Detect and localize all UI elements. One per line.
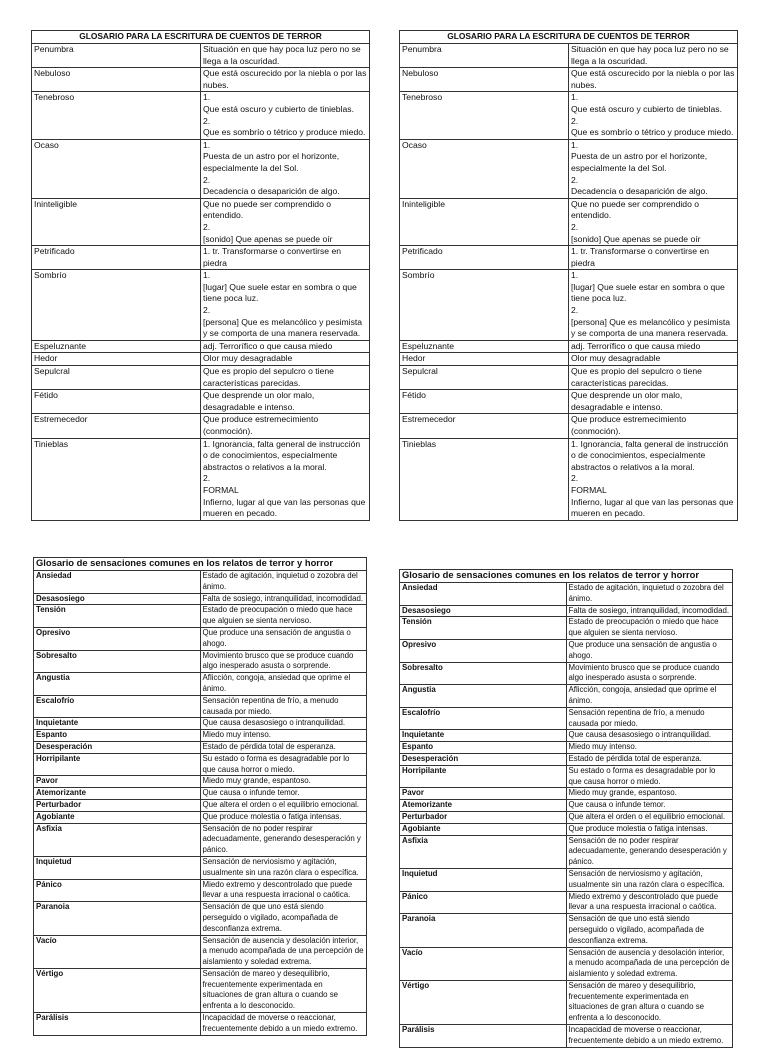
definition-line: Que produce estremecimiento (conmoción). (203, 414, 319, 436)
glossary-definition (201, 270, 370, 341)
glossary-row (32, 366, 370, 390)
sensation-term: Horripilante (400, 765, 567, 788)
glossary-term: Tenebroso (400, 92, 569, 139)
glossary-term: Penumbra (32, 44, 201, 68)
definition-line: 2. (203, 115, 211, 126)
glossary-definition (201, 414, 370, 438)
definition-line: [sonido] Que apenas se puede oír (203, 233, 333, 244)
sensations-title: Glosario de sensaciones comunes en los relatos de terror y horror (400, 570, 733, 583)
sensation-row (400, 823, 733, 835)
sensation-row (400, 800, 733, 812)
sensation-row (34, 730, 367, 742)
sensation-row (34, 968, 367, 1012)
glossary-term: Hedor (400, 353, 569, 366)
sensation-definition: Estado de agitación, inquietud o zozobra del ánimo. (200, 571, 367, 594)
definition-line: 1. (203, 139, 211, 150)
sensation-definition: Estado de preocupación o miedo que hace que alguien se sienta nervioso. (200, 605, 367, 628)
definition-line: Que está oscurecido por la niebla o por las nubes. (571, 68, 735, 90)
glossary-term: Fétido (32, 390, 201, 414)
definition-line: Que es sombrío o tétrico y produce miedo. (203, 127, 366, 138)
sensation-definition: Sensación repentina de frío, a menudo causada por miedo. (566, 707, 733, 730)
definition-line: [sonido] Que apenas se puede oír (571, 233, 701, 244)
sensation-definition: Miedo extremo y descontrolado que puede llevar a una respuesta irracional o caótica. (566, 891, 733, 914)
sensation-term: Inquietante (400, 730, 567, 742)
sensation-row (400, 835, 733, 868)
glossary-row (32, 353, 370, 366)
sensation-definition: Sensación repentina de frío, a menudo causada por miedo. (200, 695, 367, 718)
definition-line: Decadencia o desaparición de algo. (203, 186, 340, 197)
definition-line: [lugar] Que suele estar en sombra o que tiene poca luz. (203, 281, 357, 304)
definition-line: Que está oscuro y cubierto de tinieblas. (571, 103, 722, 114)
glossary-term: Petrificado (400, 246, 569, 270)
glossary-term: Estremecedor (32, 414, 201, 438)
sensation-definition: Sensación de mareo y desequilibrio, frecuentemente experimentada en situaciones de gran altura o cuando se enfrenta a lo desconocido. (200, 968, 367, 1012)
sensation-term: Inquietud (400, 868, 567, 891)
glossary-definition (201, 390, 370, 414)
sensation-term: Asfixia (34, 823, 201, 856)
definition-line: Que es propio del sepulcro o tiene características parecidas. (571, 366, 702, 388)
glossary-row (400, 68, 738, 92)
definition-line: 2. (203, 305, 211, 316)
glossary-definition (201, 246, 370, 270)
glossary-term: Ininteligible (32, 198, 201, 245)
glossary-row (32, 390, 370, 414)
sensation-row (400, 914, 733, 947)
sensations-body (400, 583, 733, 1048)
sensation-definition: Miedo extremo y descontrolado que puede llevar a una respuesta irracional o caótica. (200, 879, 367, 902)
definition-line: [persona] Que es melancólico y pesimista y se comporta de una manera reservada. (203, 316, 363, 339)
sensation-row (400, 662, 733, 685)
glossary-term: Espeluznante (400, 340, 569, 353)
glossary-row (32, 198, 370, 245)
sensation-term: Vértigo (34, 968, 201, 1012)
sensation-definition: Aflicción, congoja, ansiedad que oprime el ánimo. (200, 673, 367, 696)
glossary-definition (201, 438, 370, 520)
definition-line: 2. (571, 221, 579, 232)
definition-line: Puesta de un astro por el horizonte, especialmente la del Sol. (203, 151, 340, 173)
sensation-row (34, 788, 367, 800)
sensation-row (34, 856, 367, 879)
sensation-term: Agobiante (400, 823, 567, 835)
definition-line: Olor muy desagradable (203, 353, 293, 364)
glossary-term: Hedor (32, 353, 201, 366)
glossary-term: Sepulcral (32, 366, 201, 390)
sensation-row (400, 753, 733, 765)
sensation-term: Parálisis (400, 1025, 567, 1048)
sensations-body (34, 571, 367, 1036)
glossary-term: Tinieblas (32, 438, 201, 520)
glossary-body (400, 44, 738, 521)
sensation-row (400, 765, 733, 788)
sensation-term: Escalofrío (400, 707, 567, 730)
definition-line: 2. (571, 305, 579, 316)
glossary-row (400, 390, 738, 414)
definition-line: 1. (571, 270, 579, 281)
definition-line: [persona] Que es melancólico y pesimista y se comporta de una manera reservada. (571, 316, 731, 339)
definition-line: Olor muy desagradable (571, 353, 661, 364)
sensation-definition: Incapacidad de moverse o reaccionar, frecuentemente debido a un miedo extremo. (566, 1025, 733, 1048)
sensation-row (34, 879, 367, 902)
sensation-term: Inquietud (34, 856, 201, 879)
definition-line: Situación en que hay poca luz pero no se llega a la oscuridad. (571, 44, 729, 66)
sensation-row (34, 741, 367, 753)
glossary-definition (569, 246, 738, 270)
sensation-term: Parálisis (34, 1013, 201, 1036)
definition-line: [lugar] Que suele estar en sombra o que tiene poca luz. (571, 281, 725, 304)
sensation-definition: Falta de sosiego, intranquilidad, incomodidad. (200, 593, 367, 605)
sensation-definition: Sensación de que uno está siendo perseguido o vigilado, acompañada de desconfianza extrema. (566, 914, 733, 947)
glossary-row (400, 438, 738, 520)
sensation-definition: Miedo muy intenso. (566, 742, 733, 754)
glossary-row (32, 438, 370, 520)
sensation-row (400, 617, 733, 640)
sensation-row (34, 673, 367, 696)
sensations-table-left (33, 557, 367, 1036)
glossary-definition (569, 366, 738, 390)
sensation-row (400, 605, 733, 617)
sensation-definition: Su estado o forma es desagradable por lo que causa horror o miedo. (200, 753, 367, 776)
definition-line: Que está oscurecido por la niebla o por las nubes. (203, 68, 367, 90)
sensation-term: Perturbador (34, 799, 201, 811)
sensation-definition: Que causa desasosiego o intranquilidad. (200, 718, 367, 730)
glossary-row (400, 340, 738, 353)
sensation-definition: Que produce molestia o fatiga intensas. (566, 823, 733, 835)
glossary-row (400, 366, 738, 390)
glossary-term: Ocaso (400, 139, 569, 198)
definition-line: 1. (571, 139, 579, 150)
glossary-term: Sombrío (32, 270, 201, 341)
glossary-row (32, 270, 370, 341)
glossary-term: Tenebroso (32, 92, 201, 139)
definition-line: Que desprende un olor malo, desagradable e intenso. (571, 390, 683, 412)
sensation-definition: Sensación de no poder respirar adecuadamente, generando desesperación y pánico. (566, 835, 733, 868)
sensation-row (400, 639, 733, 662)
glossary-definition (201, 92, 370, 139)
definition-line: adj. Terrorífico o que causa miedo (203, 340, 333, 351)
glossary-definition (569, 68, 738, 92)
sensation-term: Asfixia (400, 835, 567, 868)
sensation-definition: Estado de preocupación o miedo que hace que alguien se sienta nervioso. (566, 617, 733, 640)
definition-line: Que desprende un olor malo, desagradable e intenso. (203, 390, 315, 412)
sensation-definition: Estado de pérdida total de esperanza. (200, 741, 367, 753)
sensation-definition: Que altera el orden o el equilibrio emocional. (200, 799, 367, 811)
definition-line: Infierno, lugar al que van las personas que mueren en pecado. (571, 496, 734, 519)
sensation-row (400, 707, 733, 730)
sensation-definition: Que causa desasosiego o intranquilidad. (566, 730, 733, 742)
definition-line: 1. (203, 270, 211, 281)
sensation-row (34, 776, 367, 788)
sensation-term: Angustia (34, 673, 201, 696)
sensation-definition: Sensación de que uno está siendo perseguido o vigilado, acompañada de desconfianza extrema. (200, 902, 367, 935)
sensation-term: Sobresalto (34, 650, 201, 673)
sensation-definition: Que produce molestia o fatiga intensas. (200, 811, 367, 823)
sensation-definition: Incapacidad de moverse o reaccionar, frecuentemente debido a un miedo extremo. (200, 1013, 367, 1036)
definition-line: Que es sombrío o tétrico y produce miedo. (571, 127, 734, 138)
sensation-row (34, 823, 367, 856)
sensation-definition: Miedo muy grande, espantoso. (566, 788, 733, 800)
sensation-term: Atemorizante (34, 788, 201, 800)
sensation-term: Desesperación (34, 741, 201, 753)
glossary-definition (201, 340, 370, 353)
sensation-row (400, 947, 733, 980)
glossary-row (400, 44, 738, 68)
definition-line: 1. (203, 92, 211, 103)
sensation-term: Escalofrío (34, 695, 201, 718)
sensations-table-right (399, 569, 733, 1048)
sensation-row (34, 650, 367, 673)
glossary-definition (201, 68, 370, 92)
definition-line: 1. Ignorancia, falta general de instrucción o de conocimientos, especialmente abstractos o relativos a la moral. (571, 438, 729, 472)
sensation-definition: Estado de pérdida total de esperanza. (566, 753, 733, 765)
glossary-term: Fétido (400, 390, 569, 414)
glossary-definition (569, 438, 738, 520)
sensation-row (34, 571, 367, 594)
glossary-term: Ininteligible (400, 198, 569, 245)
sensation-definition: Movimiento brusco que se produce cuando algo inesperado asusta o sorprende. (566, 662, 733, 685)
glossary-row (32, 92, 370, 139)
glossary-term: Tinieblas (400, 438, 569, 520)
sensation-row (34, 935, 367, 968)
sensation-definition: Que causa o infunde temor. (566, 800, 733, 812)
sensation-row (400, 1025, 733, 1048)
sensation-row (34, 799, 367, 811)
sensation-term: Pánico (400, 891, 567, 914)
glossary-row (32, 340, 370, 353)
glossary-title: GLOSARIO PARA LA ESCRITURA DE CUENTOS DE TERROR (400, 31, 738, 44)
sensation-term: Tensión (400, 617, 567, 640)
glossary-row (400, 139, 738, 198)
sensation-definition: Miedo muy intenso. (200, 730, 367, 742)
sensation-term: Pánico (34, 879, 201, 902)
glossary-definition (569, 198, 738, 245)
sensation-term: Desasosiego (34, 593, 201, 605)
sensation-row (34, 902, 367, 935)
definition-line: Infierno, lugar al que van las personas que mueren en pecado. (203, 496, 366, 519)
sensation-row (34, 695, 367, 718)
glossary-term: Estremecedor (400, 414, 569, 438)
sensation-row (400, 788, 733, 800)
definition-line: Que no puede ser comprendido o entendido. (203, 198, 332, 221)
sensation-row (400, 891, 733, 914)
sensation-term: Horripilante (34, 753, 201, 776)
sensation-term: Paranoia (34, 902, 201, 935)
sensation-row (34, 605, 367, 628)
glossary-row (400, 414, 738, 438)
glossary-definition (201, 366, 370, 390)
definition-line: 2. (203, 174, 211, 185)
sensation-term: Ansiedad (34, 571, 201, 594)
sensation-row (34, 593, 367, 605)
glossary-term: Ocaso (32, 139, 201, 198)
glossary-row (400, 353, 738, 366)
sensation-definition: Que produce una sensación de angustia o ahogo. (566, 639, 733, 662)
sensation-term: Pavor (34, 776, 201, 788)
definition-line: 1. Ignorancia, falta general de instrucción o de conocimientos, especialmente abstractos o relativos a la moral. (203, 438, 361, 472)
glossary-term: Petrificado (32, 246, 201, 270)
glossary-row (400, 246, 738, 270)
sensation-term: Angustia (400, 685, 567, 708)
glossary-row (400, 92, 738, 139)
definition-line: Decadencia o desaparición de algo. (571, 186, 708, 197)
definition-line: 2. (203, 221, 211, 232)
glossary-table-left (31, 30, 370, 521)
glossary-term: Sombrío (400, 270, 569, 341)
sensation-term: Sobresalto (400, 662, 567, 685)
glossary-definition (569, 92, 738, 139)
definition-line: Que está oscuro y cubierto de tinieblas. (203, 103, 354, 114)
definition-line: Que es propio del sepulcro o tiene características parecidas. (203, 366, 334, 388)
sensation-row (400, 730, 733, 742)
sensation-term: Inquietante (34, 718, 201, 730)
definition-line: 1. tr. Transformarse o convertirse en piedra (203, 246, 342, 268)
glossary-row (400, 198, 738, 245)
sensation-definition: Estado de agitación, inquietud o zozobra del ánimo. (566, 583, 733, 606)
definition-line: Que no puede ser comprendido o entendido. (571, 198, 700, 221)
glossary-table-right (399, 30, 738, 521)
sensation-definition: Sensación de mareo y desequilibrio, frecuentemente experimentada en situaciones de gran altura o cuando se enfrenta a lo desconocido. (566, 980, 733, 1024)
sensation-definition: Sensación de ausencia y desolación interior, a menudo acompañada de una percepción de aislamiento y soledad extrema. (566, 947, 733, 980)
sensation-term: Opresivo (400, 639, 567, 662)
glossary-row (32, 139, 370, 198)
definition-line: FORMAL (571, 484, 607, 495)
glossary-definition (201, 353, 370, 366)
sensation-definition: Sensación de ausencia y desolación interior, a menudo acompañada de una percepción de aislamiento y soledad extrema. (200, 935, 367, 968)
definition-line: Situación en que hay poca luz pero no se llega a la oscuridad. (203, 44, 361, 66)
definition-line: Puesta de un astro por el horizonte, especialmente la del Sol. (571, 151, 708, 173)
sensation-definition: Miedo muy grande, espantoso. (200, 776, 367, 788)
sensation-definition: Que altera el orden o el equilibrio emocional. (566, 811, 733, 823)
glossary-term: Espeluznante (32, 340, 201, 353)
sensation-definition: Sensación de nerviosismo y agitación, usualmente sin una razón clara o específica. (200, 856, 367, 879)
glossary-definition (569, 390, 738, 414)
sensation-row (34, 627, 367, 650)
glossary-row (32, 246, 370, 270)
sensations-title: Glosario de sensaciones comunes en los relatos de terror y horror (34, 558, 367, 571)
sensation-term: Opresivo (34, 627, 201, 650)
sensation-definition: Que causa o infunde temor. (200, 788, 367, 800)
sensation-term: Atemorizante (400, 800, 567, 812)
glossary-term: Nebuloso (400, 68, 569, 92)
definition-line: 2. (203, 473, 211, 484)
sensation-row (400, 980, 733, 1024)
definition-line: FORMAL (203, 484, 239, 495)
glossary-row (32, 414, 370, 438)
glossary-definition (569, 44, 738, 68)
sensation-definition: Aflicción, congoja, ansiedad que oprime el ánimo. (566, 685, 733, 708)
glossary-definition (569, 353, 738, 366)
definition-line: 2. (571, 473, 579, 484)
sensation-term: Agobiante (34, 811, 201, 823)
sensation-term: Ansiedad (400, 583, 567, 606)
sensation-row (400, 685, 733, 708)
sensation-definition: Falta de sosiego, intranquilidad, incomodidad. (566, 605, 733, 617)
sensation-row (34, 753, 367, 776)
sensation-row (400, 583, 733, 606)
sensation-term: Perturbador (400, 811, 567, 823)
glossary-definition (201, 198, 370, 245)
glossary-definition (201, 44, 370, 68)
sensation-term: Desesperación (400, 753, 567, 765)
glossary-definition (201, 139, 370, 198)
definition-line: 1. tr. Transformarse o convertirse en piedra (571, 246, 710, 268)
glossary-definition (569, 414, 738, 438)
sensation-term: Tensión (34, 605, 201, 628)
definition-line: adj. Terrorífico o que causa miedo (571, 340, 701, 351)
sensation-definition: Movimiento brusco que se produce cuando algo inesperado asusta o sorprende. (200, 650, 367, 673)
sensation-definition: Que produce una sensación de angustia o ahogo. (200, 627, 367, 650)
glossary-definition (569, 340, 738, 353)
sensation-row (400, 811, 733, 823)
sensation-row (34, 811, 367, 823)
sensation-row (400, 742, 733, 754)
definition-line: 2. (571, 174, 579, 185)
sensation-definition: Su estado o forma es desagradable por lo que causa horror o miedo. (566, 765, 733, 788)
sensation-term: Vacío (400, 947, 567, 980)
sensation-term: Desasosiego (400, 605, 567, 617)
sensation-term: Espanto (400, 742, 567, 754)
glossary-term: Nebuloso (32, 68, 201, 92)
glossary-body (32, 44, 370, 521)
glossary-definition (569, 139, 738, 198)
glossary-row (32, 44, 370, 68)
sensation-term: Vacío (34, 935, 201, 968)
sensation-term: Vértigo (400, 980, 567, 1024)
sensation-row (400, 868, 733, 891)
definition-line: 1. (571, 92, 579, 103)
sensation-term: Espanto (34, 730, 201, 742)
definition-line: 2. (571, 115, 579, 126)
sensation-row (34, 718, 367, 730)
sensation-definition: Sensación de nerviosismo y agitación, usualmente sin una razón clara o específica. (566, 868, 733, 891)
sensation-term: Paranoia (400, 914, 567, 947)
glossary-term: Penumbra (400, 44, 569, 68)
glossary-title: GLOSARIO PARA LA ESCRITURA DE CUENTOS DE TERROR (32, 31, 370, 44)
glossary-term: Sepulcral (400, 366, 569, 390)
sensation-definition: Sensación de no poder respirar adecuadamente, generando desesperación y pánico. (200, 823, 367, 856)
glossary-definition (569, 270, 738, 341)
glossary-row (32, 68, 370, 92)
definition-line: Que produce estremecimiento (conmoción). (571, 414, 687, 436)
sensation-term: Pavor (400, 788, 567, 800)
glossary-row (400, 270, 738, 341)
